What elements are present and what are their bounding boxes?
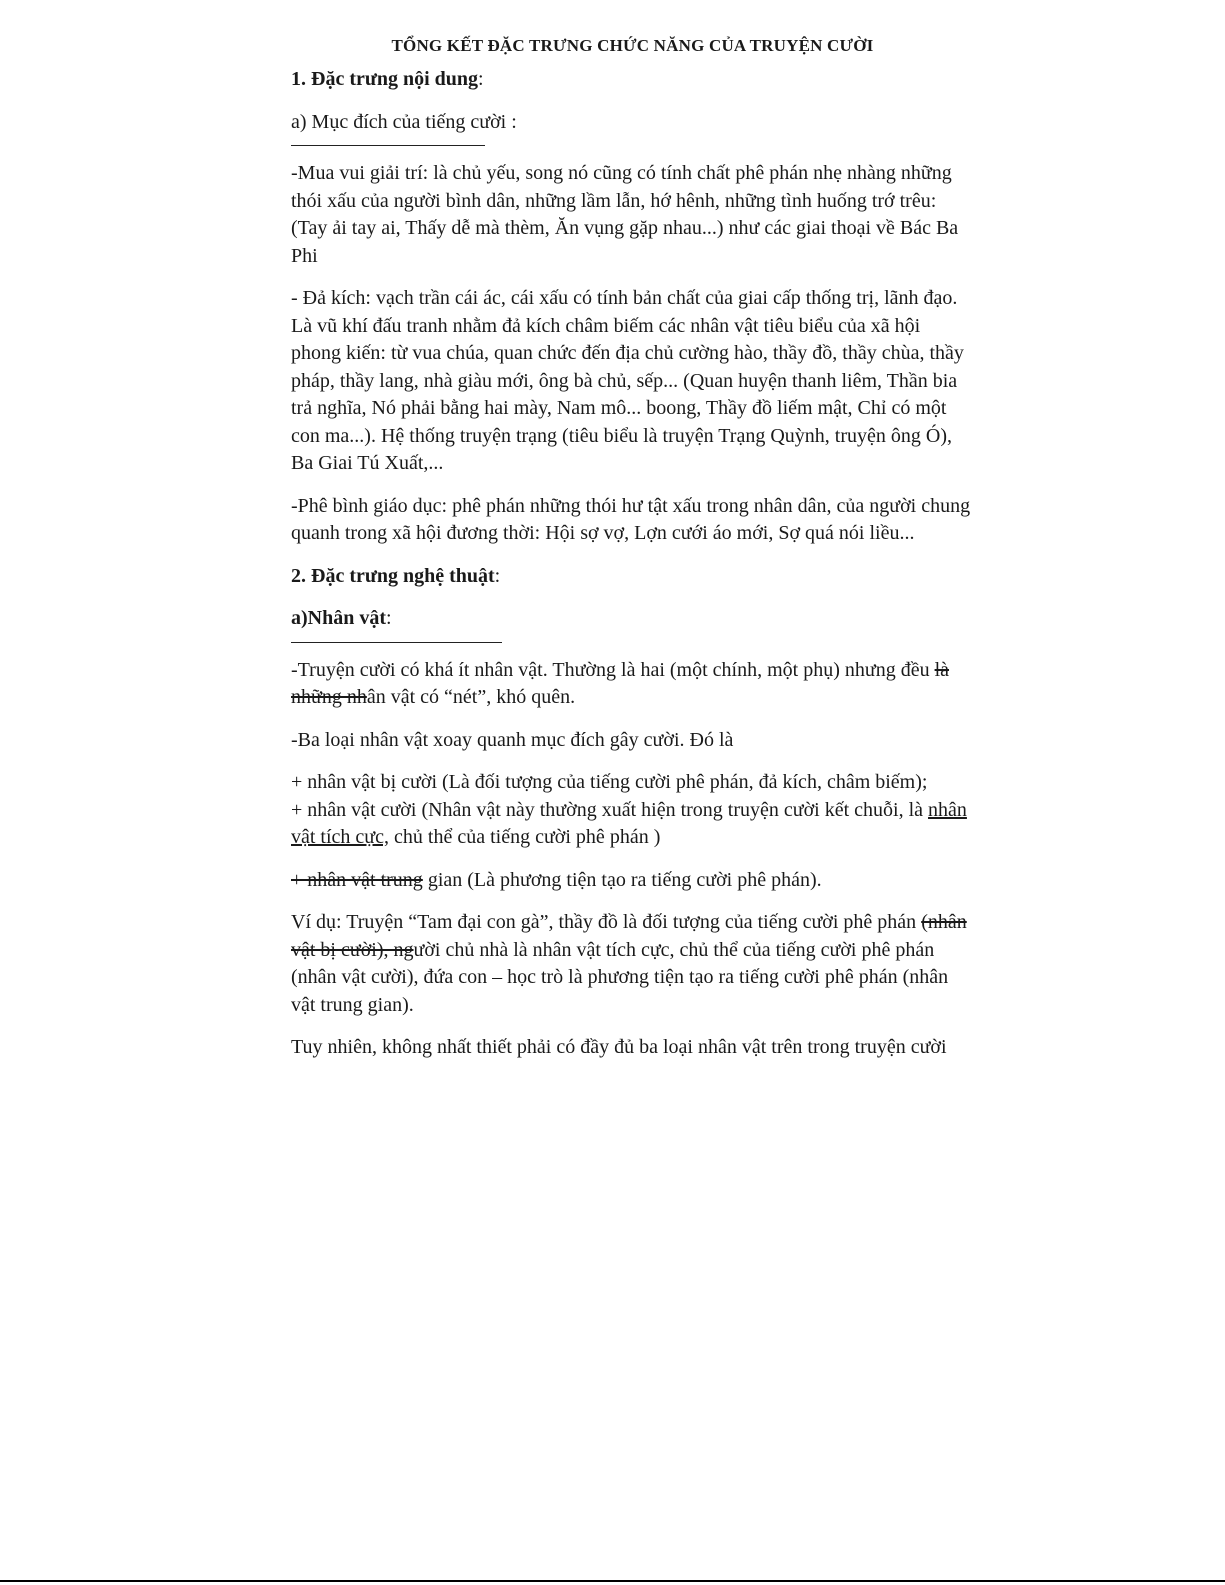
paragraph-characters-count: -Truyện cười có khá ít nhân vật. Thường là hai (một chính, một phụ) nhưng đều là những nhân vật có “nét”, khó quên. (291, 658, 950, 708)
page-border (0, 1580, 1225, 1582)
paragraph-entertainment: -Mua vui giải trí: là chủ yếu, song nó cũng có tính chất phê phán nhẹ nhàng những thói xấu của người bình dân, những lầm lẫn, hớ hênh, những tình huống trớ trêu: (Tay ải tay ai, Thấy dễ mà thèm, Ăn vụng gặp nhau...) như các giai thoại về Bác Ba Phi (291, 162, 959, 267)
section-1-heading: 1. Đặc trưng nội dung: (291, 68, 484, 90)
section-2a-heading: a)Nhân vật: (291, 607, 392, 629)
paragraph-satire: - Đả kích: vạch trần cái ác, cái xấu có tính bản chất của giai cấp thống trị, lãnh đạo. Là vũ khí đấu tranh nhằm đả kích châm biếm các nhân vật tiêu biểu của xã hội phong kiến: từ vua chúa, quan chức đến địa chủ cường hào, thầy đồ, thầy chùa, thầy pháp, thầy lang, nhà giàu mới, ông bà chủ, sếp... (Quan huyện thanh liêm, Thần bia trả nghĩa, Nó phải bằng hai mày, Nam mô... boong, Thầy đồ liếm mật, Chỉ có một con ma...). Hệ thống truyện trạng (tiêu biểu là truyện Trạng Quỳnh, truyện ông Ó), Ba Giai Tú Xuất,... (291, 287, 964, 474)
paragraph-example: Ví dụ: Truyện “Tam đại con gà”, thầy đồ là đối tượng của tiếng cười phê phán (nhân vật bị cười), người chủ nhà là nhân vật tích cực, chủ thể của tiếng cười phê phán (nhân vật cười), đứa con – học trò là phương tiện tạo ra tiếng cười phê phán (nhân vật trung gian). (291, 911, 967, 1016)
document-body (291, 66, 971, 1077)
paragraph-education: -Phê bình giáo dục: phê phán những thói hư tật xấu trong nhân dân, của người chung quanh trong xã hội đương thời: Hội sợ vợ, Lợn cưới áo mới, Sợ quá nói liều... (291, 494, 971, 544)
paragraph-conclusion: Tuy nhiên, không nhất thiết phải có đầy đủ ba loại nhân vật trên trong truyện cười (291, 1036, 947, 1058)
paragraph-intermediate-character: + nhân vật trung gian (Là phương tiện tạo ra tiếng cười phê phán). (291, 868, 822, 891)
document-title: TỔNG KẾT ĐẶC TRƯNG CHỨC NĂNG CỦA TRUYỆN CƯỜI (391, 36, 874, 55)
divider-line (291, 145, 485, 146)
divider-line (291, 642, 502, 643)
section-2-heading: 2. Đặc trưng nghệ thuật: (291, 564, 501, 587)
paragraph-character-types: -Ba loại nhân vật xoay quanh mục đích gây cười. Đó là (291, 728, 734, 751)
section-1a-heading: a) Mục đích của tiếng cười : (291, 110, 517, 133)
paragraph-character-list: + nhân vật bị cười (Là đối tượng của tiếng cười phê phán, đả kích, châm biếm); + nhân vật cười (Nhân vật này thường xuất hiện trong truyện cười kết chuỗi, là nhân vật tích cực, chủ thể của tiếng cười phê phán ) (291, 771, 967, 848)
